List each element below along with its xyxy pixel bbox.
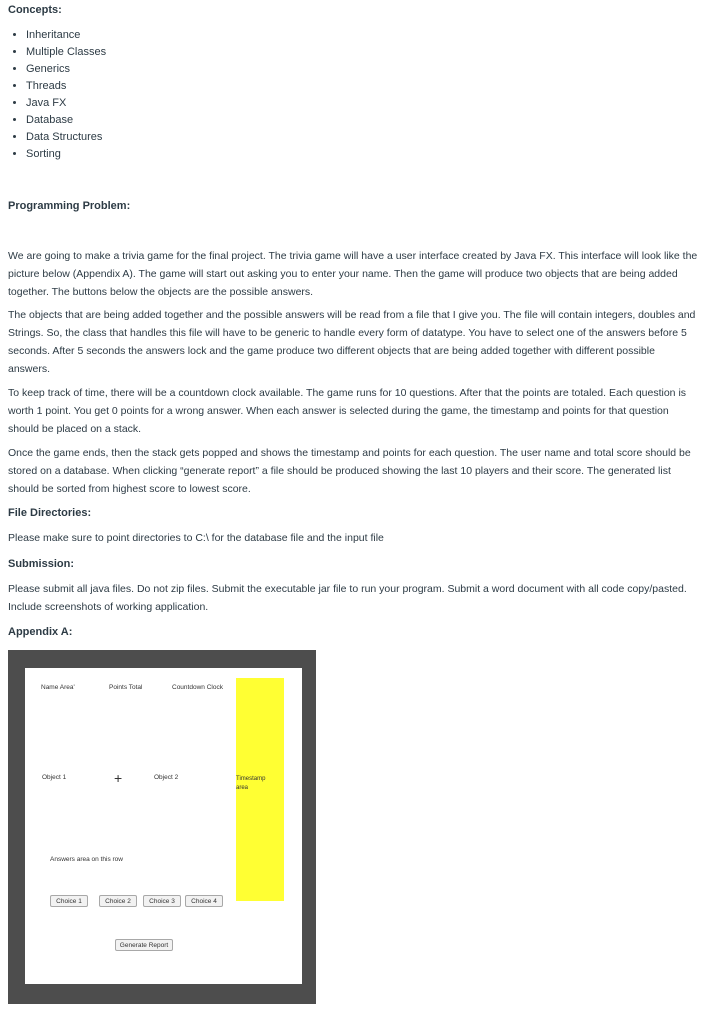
timestamp-area-label: Timestamp area — [236, 776, 266, 791]
mockup-window — [25, 668, 302, 984]
paragraph-game-end: Once the game ends, then the stack gets popped and shows the timestamp and points for each question. The user name and total score should be stored on a database. When clicking “generate report” a file should be produced showing the last 10 players and their score. The generated list should be sorted from highest score to lowest score. — [8, 447, 691, 495]
list-item: • Threads — [26, 78, 106, 95]
name-area-label: Name Area' — [41, 684, 75, 691]
list-item: • Generics — [26, 61, 106, 78]
points-total-label: Points Total — [109, 684, 143, 691]
submission-heading: Submission: — [8, 558, 75, 570]
generate-report-button[interactable]: Generate Report — [115, 939, 173, 951]
concepts-list — [8, 27, 106, 163]
list-item: • Java FX — [26, 95, 106, 112]
list-item: • Multiple Classes — [26, 44, 106, 61]
submission-text: Please submit all java files. Do not zip files. Submit the executable jar file to run your program. Submit a word document with all code copy/pasted. Include screenshots of working application. — [8, 583, 687, 613]
paragraph-objects: The objects that are being added together and the possible answers will be read from a file that I give you. The file will contain integers, doubles and Strings. So, the class that handles this file will have to be generic to handle every form of datatype. You have to select one of the answers before 5 seconds. After 5 seconds the answers lock and the game produce two different objects that are being added together with different possible answers. — [8, 309, 696, 375]
plus-sign: + — [114, 770, 123, 786]
list-item: • Database — [26, 112, 106, 129]
appendix-heading: Appendix A: — [8, 626, 73, 638]
choice-1-button[interactable]: Choice 1 — [50, 895, 88, 907]
paragraph-countdown: To keep track of time, there will be a countdown clock available. The game runs for 10 questions. After that the points are totaled. Each question is worth 1 point. You get 0 points for a wrong answer. When each answer is selected during the game, the timestamp and points for that question should be placed on a stack. — [8, 387, 687, 435]
object2-label: Object 2 — [154, 774, 179, 781]
choice-3-button[interactable]: Choice 3 — [143, 895, 181, 907]
choice-4-button[interactable]: Choice 4 — [185, 895, 223, 907]
timestamp-panel — [236, 678, 284, 901]
object1-label: Object 1 — [42, 774, 67, 781]
paragraph-overview: We are going to make a trivia game for the final project. The trivia game will have a user interface created by Java FX. This interface will look like the picture below (Appendix A). The game will start out asking you to enter your name. Then the game will produce two objects that are being added together. The buttons below the objects are the possible answers. — [8, 250, 698, 298]
list-item: • Inheritance — [26, 27, 106, 44]
list-item: • Sorting — [26, 146, 106, 163]
file-directories-text: Please make sure to point directories to C:\ for the database file and the input file — [8, 532, 384, 544]
programming-problem-heading: Programming Problem: — [8, 200, 131, 212]
file-directories-heading: File Directories: — [8, 507, 92, 519]
countdown-clock-label: Countdown Clock — [172, 684, 223, 691]
choice-2-button[interactable]: Choice 2 — [99, 895, 137, 907]
answers-area-label: Answers area on this row — [50, 856, 123, 863]
appendix-figure — [8, 650, 316, 1004]
concepts-heading: Concepts: — [8, 4, 62, 16]
list-item: • Data Structures — [26, 129, 106, 146]
